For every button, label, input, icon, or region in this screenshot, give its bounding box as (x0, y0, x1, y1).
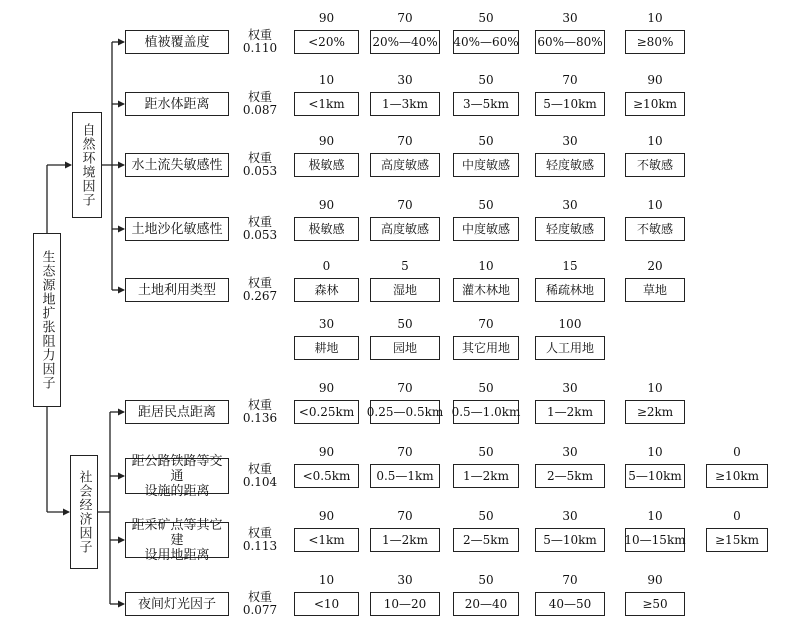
class-cell: ≥10km (625, 92, 685, 116)
weight-label (238, 29, 282, 55)
class-cell: <1km (294, 528, 359, 552)
score-value: 90 (647, 573, 663, 587)
class-cell: 5—10km (625, 464, 685, 488)
class-cell: 中度敏感 (453, 217, 519, 241)
class-cell: ≥2km (625, 400, 685, 424)
score-value: 10 (647, 11, 663, 25)
weight-value: 0.113 (242, 539, 278, 553)
score-value: 10 (318, 73, 335, 87)
weight-caption: 权重 (247, 90, 272, 104)
class-cell: 1—2km (535, 400, 605, 424)
natural-factors-box: 自然环境因子 (72, 112, 102, 218)
factor-box: 土地利用类型 (125, 278, 229, 302)
score-value: 90 (318, 381, 335, 395)
score-value: 70 (397, 11, 413, 25)
score-value: 90 (318, 11, 335, 25)
weight-value: 0.053 (242, 164, 278, 178)
score-value: 10 (647, 381, 663, 395)
score-value: 50 (478, 445, 494, 459)
class-cell: 不敏感 (625, 217, 685, 241)
factor-box: 距居民点距离 (125, 400, 229, 424)
class-cell: ≥50 (625, 592, 685, 616)
score-value: 30 (562, 198, 578, 212)
class-cell: 高度敏感 (370, 217, 440, 241)
weight-caption: 权重 (247, 276, 272, 290)
class-cell: <10 (294, 592, 359, 616)
class-cell: 10—15km (625, 528, 685, 552)
factor-box: 水土流失敏感性 (125, 153, 229, 177)
weight-value: 0.136 (242, 411, 278, 425)
class-cell: 40%—60% (453, 30, 519, 54)
score-value: 90 (318, 445, 335, 459)
arrowhead (118, 226, 125, 233)
score-value: 30 (562, 445, 578, 459)
arrowhead (118, 537, 125, 544)
score-value: 30 (562, 381, 578, 395)
class-cell: 稀疏林地 (535, 278, 605, 302)
weight-caption: 权重 (247, 526, 272, 540)
class-cell: 湿地 (370, 278, 440, 302)
score-value: 90 (318, 509, 335, 523)
class-cell: 中度敏感 (453, 153, 519, 177)
score-value: 0 (733, 509, 741, 523)
weight-label (238, 91, 282, 117)
score-value: 70 (562, 73, 578, 87)
score-value: 70 (397, 445, 413, 459)
score-value: 70 (562, 573, 578, 587)
score-value: 10 (318, 573, 335, 587)
weight-caption: 权重 (247, 398, 272, 412)
score-value: 100 (558, 317, 582, 331)
score-value: 30 (562, 134, 578, 148)
class-cell: 2—5km (535, 464, 605, 488)
class-cell: 耕地 (294, 336, 359, 360)
weight-label (238, 399, 282, 425)
class-cell: 2—5km (453, 528, 519, 552)
class-cell: 灌木林地 (453, 278, 519, 302)
score-value: 20 (647, 259, 663, 273)
factor-box: 土地沙化敏感性 (125, 217, 229, 241)
factor-box: 植被覆盖度 (125, 30, 229, 54)
class-cell: 60%—80% (535, 30, 605, 54)
arrowhead (118, 101, 125, 108)
class-cell: 人工用地 (535, 336, 605, 360)
score-value: 50 (478, 573, 494, 587)
score-value: 90 (318, 198, 335, 212)
weight-caption: 权重 (247, 151, 272, 165)
weight-value: 0.077 (242, 603, 278, 617)
score-value: 5 (401, 259, 409, 273)
score-value: 50 (478, 11, 494, 25)
class-cell: 0.5—1.0km (453, 400, 519, 424)
class-cell: 高度敏感 (370, 153, 440, 177)
arrowhead (118, 473, 125, 480)
score-value: 90 (318, 134, 335, 148)
factor-box: 距公路铁路等交通 设施的距离 (125, 458, 229, 494)
score-value: 70 (397, 509, 413, 523)
score-value: 30 (562, 11, 578, 25)
score-value: 30 (318, 317, 335, 331)
score-value: 30 (397, 73, 413, 87)
score-value: 0 (322, 259, 331, 273)
class-cell: 20%—40% (370, 30, 440, 54)
weight-label (238, 463, 282, 489)
score-value: 10 (647, 445, 663, 459)
arrowhead (118, 409, 125, 416)
score-value: 15 (562, 259, 578, 273)
arrowhead (63, 509, 70, 516)
class-cell: 园地 (370, 336, 440, 360)
class-cell: 1—2km (370, 528, 440, 552)
score-value: 50 (397, 317, 413, 331)
weight-label (238, 152, 282, 178)
score-value: 30 (562, 509, 578, 523)
score-value: 70 (397, 134, 413, 148)
arrowhead (118, 162, 125, 169)
weight-label (238, 527, 282, 553)
arrowhead (118, 287, 125, 294)
score-value: 10 (647, 509, 663, 523)
class-cell: 草地 (625, 278, 685, 302)
class-cell: 10—20 (370, 592, 440, 616)
class-cell: ≥10km (706, 464, 768, 488)
weight-value: 0.053 (242, 228, 278, 242)
score-value: 10 (647, 134, 663, 148)
arrowhead (65, 162, 72, 169)
class-cell: 0.25—0.5km (370, 400, 440, 424)
class-cell: 极敏感 (294, 217, 359, 241)
score-value: 70 (397, 198, 413, 212)
weight-value: 0.110 (242, 41, 278, 55)
class-cell: 1—3km (370, 92, 440, 116)
weight-caption: 权重 (247, 28, 272, 42)
arrowhead (118, 39, 125, 46)
score-value: 70 (478, 317, 494, 331)
class-cell: 3—5km (453, 92, 519, 116)
class-cell: 20—40 (453, 592, 519, 616)
class-cell: 轻度敏感 (535, 217, 605, 241)
weight-caption: 权重 (247, 215, 272, 229)
class-cell: <0.25km (294, 400, 359, 424)
score-value: 10 (647, 198, 663, 212)
score-value: 30 (397, 573, 413, 587)
score-value: 50 (478, 134, 494, 148)
weight-label (238, 591, 282, 617)
class-cell: 极敏感 (294, 153, 359, 177)
class-cell: 5—10km (535, 92, 605, 116)
class-cell: <20% (294, 30, 359, 54)
social-factors-box: 社会经济因子 (70, 455, 98, 569)
score-value: 70 (397, 381, 413, 395)
weight-label (238, 216, 282, 242)
score-value: 10 (478, 259, 494, 273)
score-value: 50 (478, 509, 494, 523)
score-value: 0 (733, 445, 741, 459)
weight-caption: 权重 (247, 462, 272, 476)
score-value: 90 (647, 73, 663, 87)
weight-label (238, 277, 282, 303)
score-value: 50 (478, 198, 494, 212)
class-cell: 轻度敏感 (535, 153, 605, 177)
class-cell: ≥15km (706, 528, 768, 552)
class-cell: 其它用地 (453, 336, 519, 360)
factor-box: 夜间灯光因子 (125, 592, 229, 616)
factor-box: 距采矿点等其它建 设用地距离 (125, 522, 229, 558)
arrowhead (118, 601, 125, 608)
score-value: 50 (478, 73, 494, 87)
class-cell: 森林 (294, 278, 359, 302)
class-cell: 1—2km (453, 464, 519, 488)
class-cell: 不敏感 (625, 153, 685, 177)
class-cell: 5—10km (535, 528, 605, 552)
weight-value: 0.267 (242, 289, 278, 303)
class-cell: 0.5—1km (370, 464, 440, 488)
score-value: 50 (478, 381, 494, 395)
weight-value: 0.087 (242, 103, 278, 117)
root-factor-box: 生态源地扩张阻力因子 (33, 233, 61, 407)
weight-caption: 权重 (247, 590, 272, 604)
class-cell: 40—50 (535, 592, 605, 616)
class-cell: <1km (294, 92, 359, 116)
factor-box: 距水体距离 (125, 92, 229, 116)
weight-value: 0.104 (242, 475, 278, 489)
class-cell: ≥80% (625, 30, 685, 54)
class-cell: <0.5km (294, 464, 359, 488)
